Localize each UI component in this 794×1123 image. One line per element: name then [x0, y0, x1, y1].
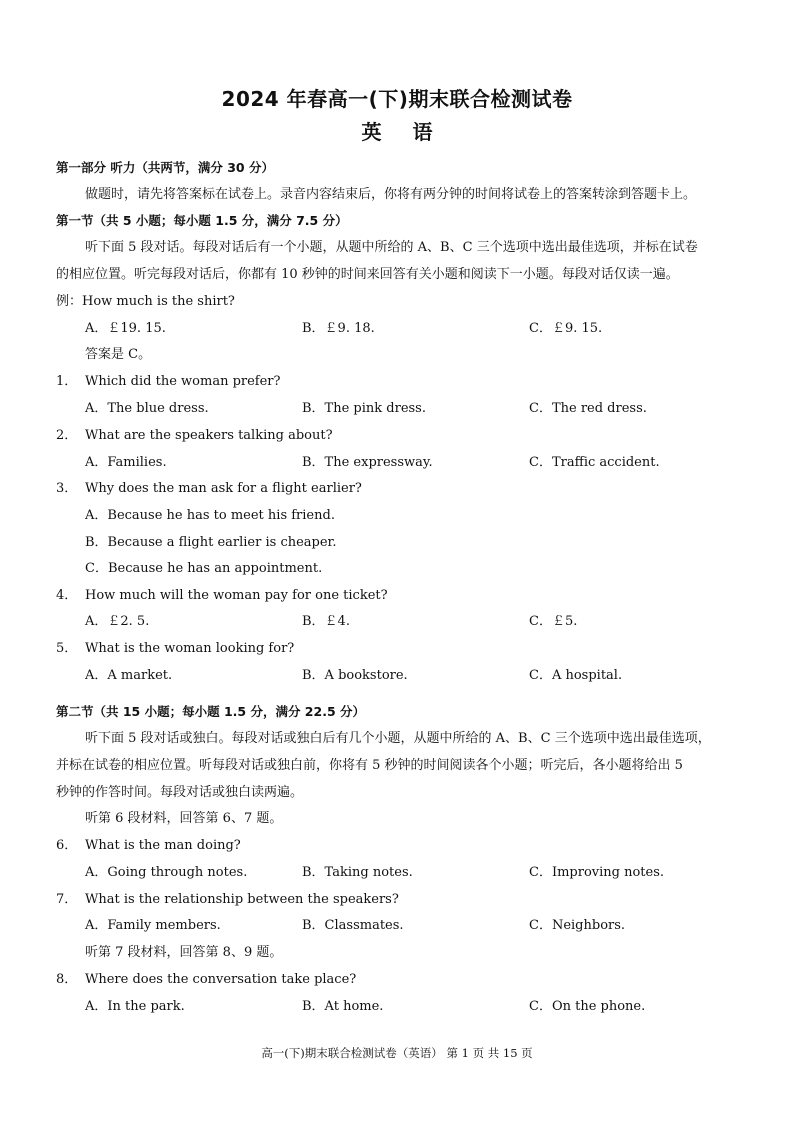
question-number: 7． [56, 892, 78, 907]
question-1 [0, 373, 794, 391]
option-c: C．A hospital. [529, 668, 623, 683]
question-6-options [0, 864, 794, 882]
example-option-b: B．￡9. 18. [302, 321, 375, 336]
option-c: C．The red dress. [529, 401, 647, 416]
question-3 [0, 480, 794, 498]
material-7-note: 听第 7 段材料，回答第 8、9 题。 [85, 945, 283, 960]
option-a: A．￡2. 5. [85, 614, 150, 629]
option-c: C．Neighbors. [529, 918, 626, 933]
example-answer: 答案是 C。 [85, 347, 152, 362]
section2-instructions-line3: 秒钟的作答时间。每段对话或独白读两遍。 [56, 785, 304, 800]
option-a: A．Going through notes. [85, 865, 248, 880]
section1-heading: 第一节（共 5 小题；每小题 1.5 分，满分 7.5 分） [56, 213, 348, 228]
question-2-options [0, 454, 794, 472]
option-c: C．Improving notes. [529, 865, 665, 880]
question-4-options [0, 613, 794, 631]
question-text: Which did the woman prefer? [85, 374, 281, 389]
example-prompt: 例：How much is the shirt? [56, 294, 235, 309]
section1-instructions-line2: 的相应位置。听完每段对话后，你都有 10 秒钟的时间来回答有关小题和阅读下一小题。每段对话仅读一遍。 [56, 267, 679, 282]
question-number: 2． [56, 428, 78, 443]
option-b: B．Classmates. [302, 918, 404, 933]
page-title: 2024 年春高一(下)期末联合检测试卷 [221, 87, 573, 111]
option-a: A．Families. [85, 455, 167, 470]
question-number: 6． [56, 838, 78, 853]
question-2 [0, 427, 794, 445]
question-6 [0, 837, 794, 855]
option-a: A．Because he has to meet his friend. [85, 508, 335, 523]
option-a: A．The blue dress. [85, 401, 209, 416]
question-8 [0, 971, 794, 989]
subject-title: 英 语 [361, 120, 433, 144]
example-option-a: A．￡19. 15. [85, 321, 166, 336]
section2-instructions-line1: 听下面 5 段对话或独白。每段对话或独白后有几个小题，从题中所给的 A、B、C 三个选项中选出最佳选项， [85, 731, 711, 746]
question-3-option-b-row [0, 534, 794, 552]
section2-heading: 第二节（共 15 小题；每小题 1.5 分，满分 22.5 分） [56, 704, 365, 719]
option-b: B．Because a flight earlier is cheaper. [85, 535, 337, 550]
option-a: A．A market. [85, 668, 173, 683]
question-number: 1． [56, 374, 78, 389]
part1-heading: 第一部分 听力（共两节，满分 30 分） [56, 160, 274, 175]
option-b: B．￡4. [302, 614, 350, 629]
question-3-option-c-row [0, 560, 794, 578]
option-b: B．At home. [302, 999, 384, 1014]
option-c: C．￡5. [529, 614, 578, 629]
question-5 [0, 640, 794, 658]
example-options [0, 320, 794, 338]
option-b: B．A bookstore. [302, 668, 408, 683]
section2-instructions-line2: 并标在试卷的相应位置。听每段对话或独白前，你将有 5 秒钟的时间阅读各个小题；听完后，各小题将给出 5 [56, 758, 683, 773]
question-text: What is the woman looking for? [85, 641, 295, 656]
question-7 [0, 891, 794, 909]
option-b: B．The expressway. [302, 455, 433, 470]
option-a: A．Family members. [85, 918, 221, 933]
question-text: What are the speakers talking about? [85, 428, 333, 443]
question-number: 4． [56, 588, 78, 603]
option-b: B．Taking notes. [302, 865, 413, 880]
example-option-c: C．￡9. 15. [529, 321, 603, 336]
question-5-options [0, 667, 794, 685]
question-text: How much will the woman pay for one ticket? [85, 588, 388, 603]
question-4 [0, 587, 794, 605]
option-c: C．Traffic accident. [529, 455, 660, 470]
question-8-options [0, 998, 794, 1016]
section1-instructions-line1: 听下面 5 段对话。每段对话后有一个小题，从题中所给的 A、B、C 三个选项中选出最佳选项，并标在试卷 [85, 240, 698, 255]
question-7-options [0, 917, 794, 935]
option-a: A．In the park. [85, 999, 185, 1014]
material-6-note: 听第 6 段材料，回答第 6、7 题。 [85, 811, 283, 826]
part1-instructions: 做题时，请先将答案标在试卷上。录音内容结束后，你将有两分钟的时间将试卷上的答案转涂到答题卡上。 [85, 187, 697, 202]
question-number: 8． [56, 972, 78, 987]
question-text: Why does the man ask for a flight earlier? [85, 481, 362, 496]
option-b: B．The pink dress. [302, 401, 426, 416]
question-number: 3． [56, 481, 78, 496]
question-3-option-a-row [0, 507, 794, 525]
question-1-options [0, 400, 794, 418]
question-text: Where does the conversation take place? [85, 972, 357, 987]
page-footer: 高一(下)期末联合检测试卷（英语） 第 1 页 共 15 页 [261, 1046, 533, 1060]
option-c: C．Because he has an appointment. [85, 561, 323, 576]
question-text: What is the man doing? [85, 838, 241, 853]
question-number: 5． [56, 641, 78, 656]
option-c: C．On the phone. [529, 999, 646, 1014]
question-text: What is the relationship between the speakers? [85, 892, 399, 907]
